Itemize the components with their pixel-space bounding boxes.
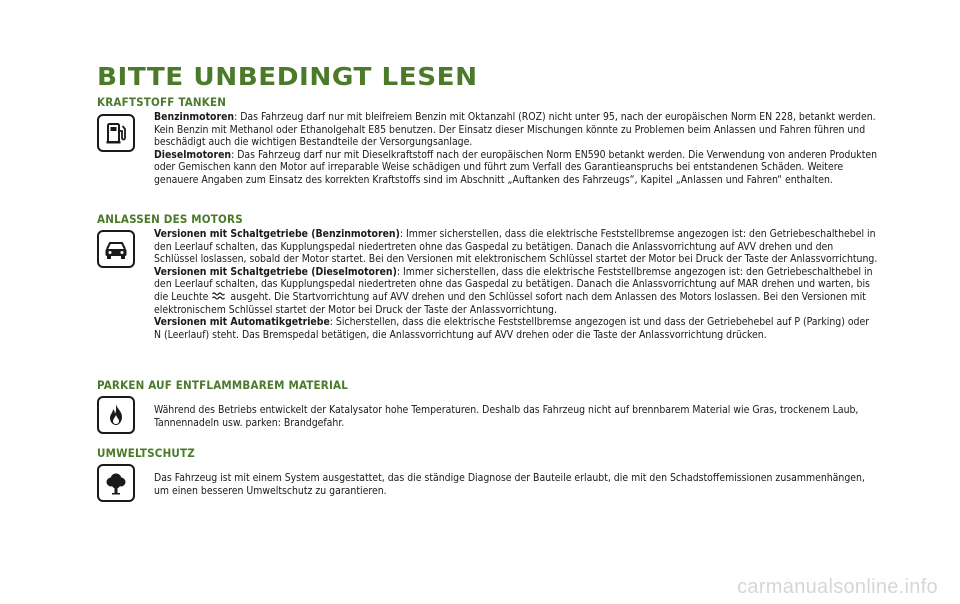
glow-plug-icon: [211, 291, 227, 302]
parking-text: [154, 404, 879, 429]
fuel-diesel-label: Dieselmotoren: [154, 148, 232, 161]
start-manual-diesel-text-b: ausgeht. Die Startvorrichtung auf AVV drehen und den Schlüssel sofort nach dem Anlassen des Motors loslassen. Bei den Versionen mit elektronischem Schlüssel startet der Motor bei Druck der Taste der Anlassvorrichtung.: [154, 290, 866, 316]
start-text: [154, 228, 879, 341]
environment-paragraph: Das Fahrzeug ist mit einem System ausgestattet, das die ständige Diagnose der Bauteile erlaubt, die mit den Schadstoffemissionen zusammenhängen, um einen besseren Umweltschutz zu garantieren.: [154, 472, 865, 497]
start-manual-petrol-paragraph: [154, 228, 879, 266]
fuel-pump-icon-graphic: [102, 119, 130, 147]
start-manual-petrol-text: : Immer sicherstellen, dass die elektrische Feststellbremse angezogen ist: den Getriebeschalthebel in den Leerlauf schalten, das Kupplungspedal niedertreten ohne das Gaspedal zu betätigen. Danach die Anlassvorrichtung auf AVV drehen und den Schlüssel loslassen, sobald der Motor startet. Bei den Versionen mit elektronischem Schlüssel startet der Motor bei Druck der Taste der Anlassvorrichtung.: [154, 228, 878, 266]
fuel-diesel-paragraph: [154, 149, 879, 187]
fuel-petrol-text: : Das Fahrzeug darf nur mit bleifreiem Benzin mit Oktanzahl (ROZ) nicht unter 95, nach der europäischen Norm EN 228, betankt werden. Kein Benzin mit Methanol oder Ethanolgehalt E85 benutzen. Der Einsatz dieser Mischungen könnte zu Problemen beim Anlassen und Fahren führen und beschädigt auch die wichtigen Bestandteile der Versorgungsanlage.: [154, 111, 876, 149]
watermark: carmanualsonline.info: [737, 576, 938, 598]
fuel-petrol-label: Benzinmotoren: [154, 111, 235, 123]
fuel-diesel-text: : Das Fahrzeug darf nur mit Dieselkraftstoff nach der europäischen Norm EN590 betankt werden. Die Verwendung von anderen Produkten oder Gemischen kann den Motor auf irreparable Weise schädigen und führt zum Verfall des Garantieanspruchs bei entstandenen Schäden. Weitere genauere Angaben zum Einsatz des korrekten Kraftstoffs sind im Abschnitt „Auftanken des Fahrzeugs“, Kapitel „Anlassen und Fahren“ enthalten.: [154, 148, 878, 186]
flame-icon: [97, 396, 135, 434]
section-heading-start: ANLASSEN DES MOTORS: [97, 212, 243, 226]
parking-paragraph: Während des Betriebs entwickelt der Katalysator hohe Temperaturen. Deshalb das Fahrzeug nicht auf brennbarem Material wie Gras, trockenem Laub, Tannennadeln usw. parken: Brandgefahr.: [154, 404, 859, 429]
fuel-text: [154, 111, 879, 187]
environment-text: [154, 472, 879, 497]
flame-icon-graphic: [102, 401, 130, 429]
tree-icon: [97, 464, 135, 502]
section-heading-parking: PARKEN AUF ENTFLAMMBAREM MATERIAL: [97, 378, 349, 392]
start-manual-diesel-text-a: : Immer sicherstellen, dass die elektrische Feststellbremse angezogen ist: den Getriebeschalthebel in den Leerlauf schalten, das Kupplungspedal niedertreten ohne das Gaspedal zu betätigen. Danach die Anlassvorrichtung auf MAR drehen und warten, bis die Leuchte: [154, 265, 873, 303]
start-automatic-text: : Sicherstellen, dass die elektrische Feststellbremse angezogen ist und dass der Getriebehebel auf P (Parking) oder N (Leerlauf) steht. Das Bremspedal betätigen, die Anlassvorrichtung auf AVV drehen oder die Taste der Anlassvorrichtung drücken.: [154, 316, 870, 341]
car-front-icon: [97, 230, 135, 268]
car-front-icon-graphic: [102, 235, 130, 263]
start-manual-petrol-label: Versionen mit Schaltgetriebe (Benzinmotoren): [154, 228, 400, 240]
section-heading-fuel: KRAFTSTOFF TANKEN: [97, 95, 227, 109]
page-title: BITTE UNBEDINGT LESEN: [97, 62, 478, 91]
section-heading-environment: UMWELTSCHUTZ: [97, 446, 195, 460]
start-manual-diesel-label: Versionen mit Schaltgetriebe (Dieselmotoren): [154, 265, 397, 278]
fuel-petrol-paragraph: [154, 111, 879, 149]
fuel-pump-icon: [97, 114, 135, 152]
tree-icon-graphic: [102, 469, 130, 497]
start-manual-diesel-paragraph: [154, 266, 879, 316]
start-automatic-label: Versionen mit Automatikgetriebe: [154, 316, 330, 329]
start-automatic-paragraph: [154, 316, 879, 341]
